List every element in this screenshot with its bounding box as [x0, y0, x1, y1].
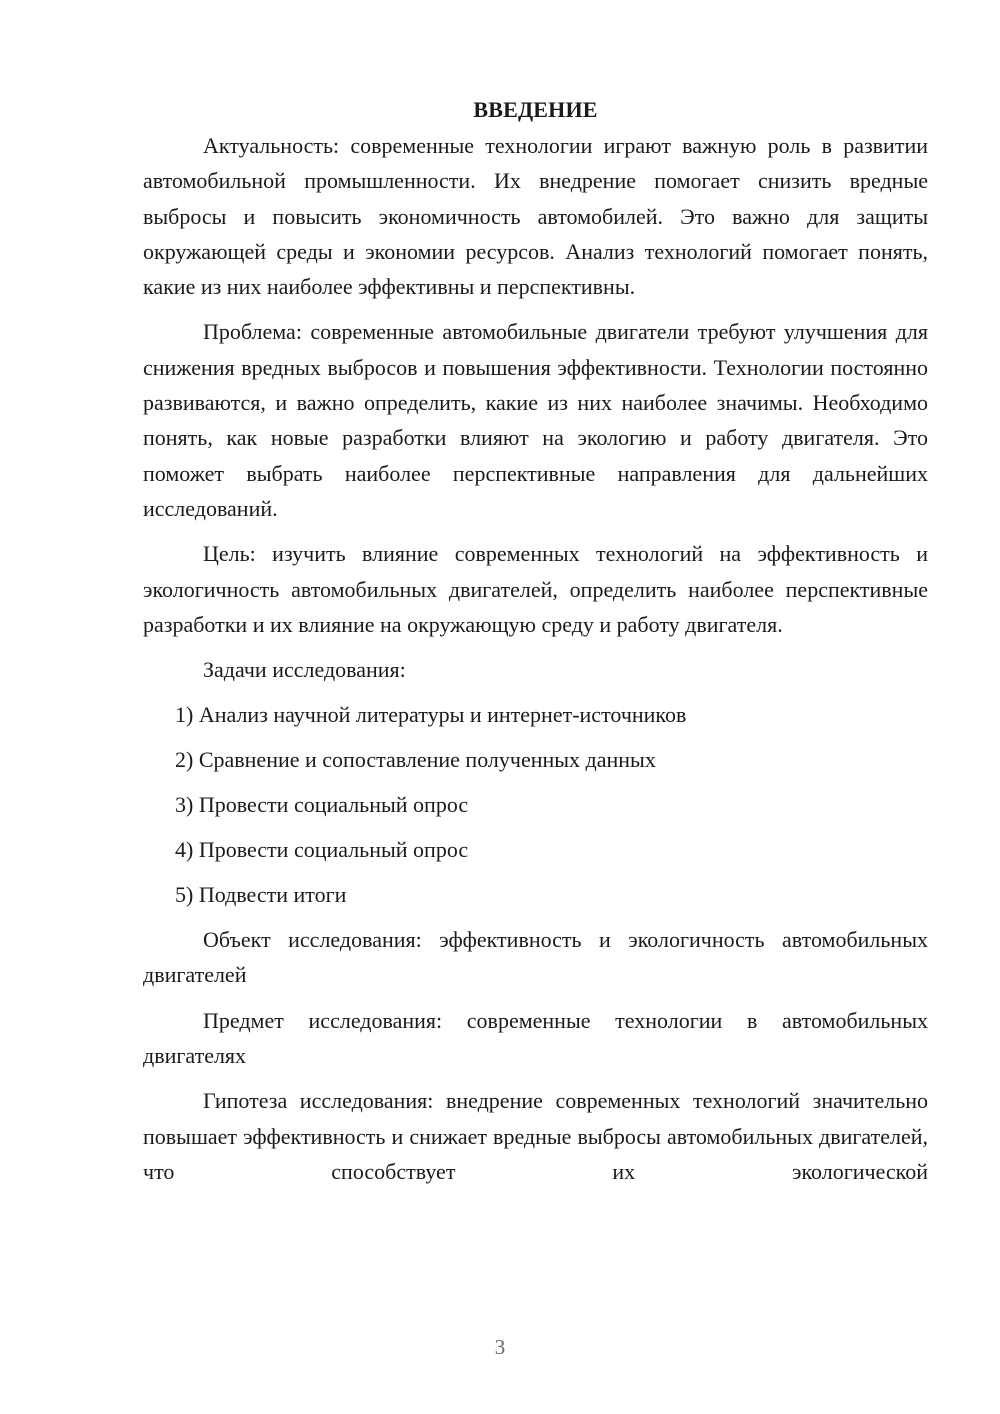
- tasks-title: Задачи исследования:: [203, 657, 406, 683]
- document-page: [143, 94, 928, 1199]
- paragraph-subject: Предмет исследования: современные технологии в автомобильных двигателях: [143, 1007, 928, 1069]
- task-item: 4) Провести социальный опрос: [175, 837, 469, 863]
- paragraph-problem: Проблема: современные автомобильные двигатели требуют улучшения для снижения вредных выбросов и повышения эффективности. Технологии постоянно развиваются, и важно определить, какие из них наиболее значимы. Необходимо понять, как новые разработки влияют на экологию и работу двигателя. Это поможет выбрать наиболее перспективные направления для дальнейших исследований.: [143, 319, 928, 521]
- page-number: 3: [494, 1335, 506, 1359]
- task-item: 5) Подвести итоги: [175, 882, 347, 908]
- section-heading: ВВЕДЕНИЕ: [473, 97, 598, 122]
- paragraph-goal: Цель: изучить влияние современных технологий на эффективность и экологичность автомобильных двигателей, определить наиболее перспективные разработки и их влияние на окружающую среду и работу двигателя.: [143, 541, 928, 637]
- paragraph-object: Объект исследования: эффективность и экологичность автомобильных двигателей: [143, 927, 928, 988]
- paragraph-relevance: Актуальность: современные технологии играют важную роль в развитии автомобильной промышленности. Их внедрение помогает снизить вредные выбросы и повысить экономичность автомобилей. Это важно для защиты окружающей среды и экономии ресурсов. Анализ технологий помогает понять, какие из них наиболее эффективны и перспективны.: [143, 133, 928, 300]
- task-item: 3) Провести социальный опрос: [175, 792, 469, 818]
- task-item: 2) Сравнение и сопоставление полученных данных: [175, 747, 656, 773]
- task-item: 1) Анализ научной литературы и интернет-источников: [175, 702, 687, 728]
- paragraph-hypothesis: Гипотеза исследования: внедрение современных технологий значительно повышает эффективность и снижает вредные выбросы автомобильных двигателей, что способствует их экологической: [143, 1088, 928, 1184]
